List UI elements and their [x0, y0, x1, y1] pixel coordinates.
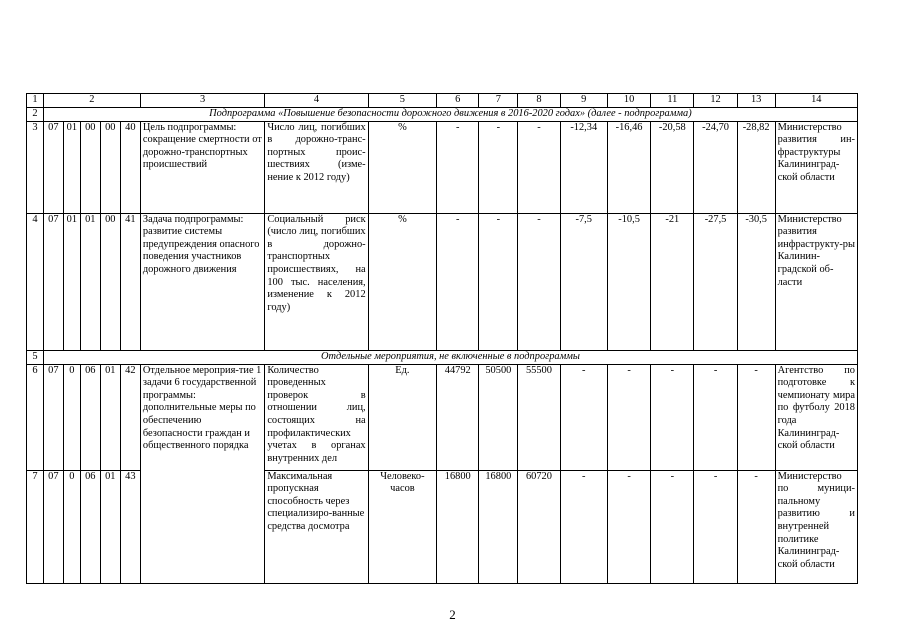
unit-cell: % [368, 213, 437, 350]
header-cell: 4 [265, 94, 368, 108]
header-row [27, 94, 858, 108]
code-cell: 00 [80, 121, 100, 213]
responsible-org: Министерство по муници-пальному развитию и внутренней политике Калининград-ской области [775, 470, 857, 583]
header-cell: 13 [737, 94, 775, 108]
value-cell: - [737, 470, 775, 583]
code-cell: 07 [43, 213, 63, 350]
indicator-name: Число лиц, погибших в дорожно-транс-портных проис-шествиях (изме-нение к 2012 году) [265, 121, 368, 213]
section-row-separate [27, 350, 858, 364]
value-cell: - [437, 213, 479, 350]
value-cell: -27,5 [694, 213, 737, 350]
value-cell: - [479, 213, 518, 350]
value-cell: 55500 [518, 364, 560, 470]
code-cell: 00 [100, 121, 120, 213]
row-number: 3 [27, 121, 44, 213]
code-cell: 01 [100, 364, 120, 470]
value-cell: -16,46 [607, 121, 650, 213]
measure-name: Отдельное мероприя-тие 1 задачи 6 государственной программы: дополнительные меры по обеспечению безопасности граждан и общественного порядка [140, 364, 264, 583]
code-cell: 0 [63, 364, 80, 470]
header-cell: 1 [27, 94, 44, 108]
unit-cell: Человеко-часов [368, 470, 437, 583]
responsible-org: Министерство развития ин-фраструктуры Калининград-ской области [775, 121, 857, 213]
value-cell: - [694, 470, 737, 583]
value-cell: - [694, 364, 737, 470]
header-cell: 7 [479, 94, 518, 108]
header-cell: 10 [607, 94, 650, 108]
code-cell: 06 [80, 470, 100, 583]
header-cell: 2 [43, 94, 140, 108]
code-cell: 00 [100, 213, 120, 350]
goal-name: Цель подпрограммы: сокращение смертности от дорожно-транспортных происшествий [140, 121, 264, 213]
indicator-name: Количество проведенных проверок в отношении лиц, состоящих на профилактических учетах в органах внутренних дел [265, 364, 368, 470]
code-cell: 06 [80, 364, 100, 470]
value-cell: 60720 [518, 470, 560, 583]
header-cell: 8 [518, 94, 560, 108]
code-cell: 07 [43, 364, 63, 470]
value-cell: - [651, 470, 694, 583]
header-cell: 14 [775, 94, 857, 108]
value-cell: -10,5 [607, 213, 650, 350]
row-number: 7 [27, 470, 44, 583]
code-cell: 40 [120, 121, 140, 213]
value-cell: - [560, 364, 607, 470]
code-cell: 41 [120, 213, 140, 350]
unit-cell: % [368, 121, 437, 213]
code-cell: 0 [63, 470, 80, 583]
value-cell: - [737, 364, 775, 470]
responsible-org: Агентство по подготовке к чемпионату мира по футболу 2018 года Калининград-ской области [775, 364, 857, 470]
value-cell: -21 [651, 213, 694, 350]
code-cell: 01 [63, 121, 80, 213]
value-cell: 16800 [437, 470, 479, 583]
value-cell: -7,5 [560, 213, 607, 350]
unit-cell: Ед. [368, 364, 437, 470]
value-cell: -28,82 [737, 121, 775, 213]
responsible-org: Министерство развития инфраструкту-ры Калинин-градской об-ласти [775, 213, 857, 350]
code-cell: 07 [43, 470, 63, 583]
value-cell: - [479, 121, 518, 213]
header-cell: 11 [651, 94, 694, 108]
value-cell: - [518, 213, 560, 350]
code-cell: 01 [100, 470, 120, 583]
table-row [27, 213, 858, 350]
row-number: 2 [27, 107, 44, 121]
table-row [27, 364, 858, 470]
value-cell: - [607, 364, 650, 470]
row-number: 4 [27, 213, 44, 350]
indicator-name: Социальный риск (число лиц, погибших в дорожно-транспортных происшествиях, на 100 тыс. населения, изменение к 2012 году) [265, 213, 368, 350]
indicator-name: Максимальная пропускная способность через специализиро-ванные средства досмотра [265, 470, 368, 583]
section-title: Подпрограмма «Повышение безопасности дорожного движения в 2016-2020 годах» (далее - подпрограмма) [43, 107, 857, 121]
code-cell: 43 [120, 470, 140, 583]
value-cell: 44792 [437, 364, 479, 470]
value-cell: - [518, 121, 560, 213]
value-cell: - [651, 364, 694, 470]
header-cell: 6 [437, 94, 479, 108]
indicators-table [26, 93, 858, 584]
value-cell: - [560, 470, 607, 583]
value-cell: 50500 [479, 364, 518, 470]
code-cell: 01 [80, 213, 100, 350]
value-cell: -30,5 [737, 213, 775, 350]
section-row-subprogram [27, 107, 858, 121]
value-cell: - [607, 470, 650, 583]
code-cell: 42 [120, 364, 140, 470]
header-cell: 5 [368, 94, 437, 108]
value-cell: -12,34 [560, 121, 607, 213]
header-cell: 12 [694, 94, 737, 108]
value-cell: - [437, 121, 479, 213]
page-number: 2 [449, 607, 456, 622]
value-cell: -20,58 [651, 121, 694, 213]
value-cell: -24,70 [694, 121, 737, 213]
header-cell: 9 [560, 94, 607, 108]
header-cell: 3 [140, 94, 264, 108]
table-row [27, 121, 858, 213]
code-cell: 07 [43, 121, 63, 213]
task-name: Задача подпрограммы: развитие системы предупреждения опасного поведения участников дорожного движения [140, 213, 264, 350]
row-number: 5 [27, 350, 44, 364]
value-cell: 16800 [479, 470, 518, 583]
row-number: 6 [27, 364, 44, 470]
section-title: Отдельные мероприятия, не включенные в подпрограммы [43, 350, 857, 364]
code-cell: 01 [63, 213, 80, 350]
